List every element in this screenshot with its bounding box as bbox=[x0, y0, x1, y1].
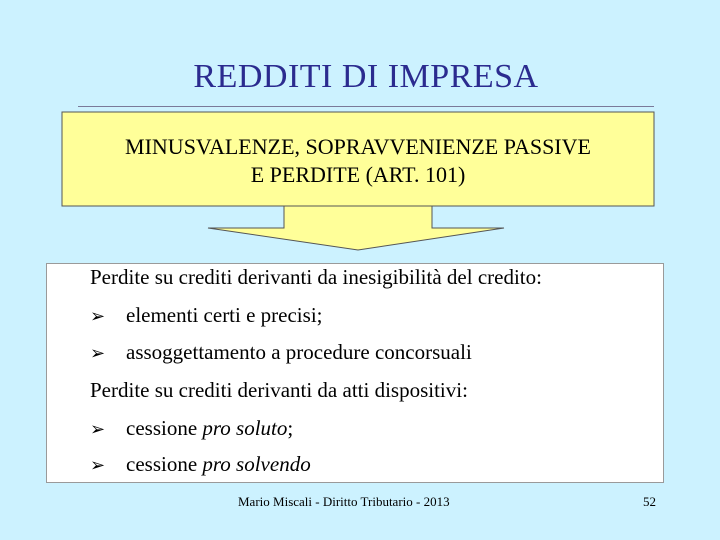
arrow-bullet-icon: ➢ bbox=[90, 455, 106, 476]
list-item-prefix: cessione bbox=[126, 416, 203, 440]
list-item bbox=[90, 303, 323, 328]
list-item-italic: pro soluto bbox=[202, 416, 288, 440]
footer-text: Mario Miscali - Diritto Tributario - 2013 bbox=[238, 494, 450, 509]
callout-line-2: E PERDITE (ART. 101) bbox=[250, 162, 466, 187]
list-item bbox=[90, 452, 311, 477]
list-item-text: assoggettamento a procedure concorsuali bbox=[126, 340, 472, 364]
list-item-italic: pro solvendo bbox=[202, 452, 311, 476]
callout-line-1: MINUSVALENZE, SOPRAVVENIENZE PASSIVE bbox=[125, 134, 591, 159]
list-item-suffix: ; bbox=[287, 416, 294, 440]
heading-atti-dispositivi: Perdite su crediti derivanti da atti dispositivi: bbox=[90, 378, 468, 402]
slide-title: REDDITI DI IMPRESA bbox=[193, 58, 539, 95]
heading-inesigibilita: Perdite su crediti derivanti da inesigibilità del credito: bbox=[90, 265, 542, 289]
list-item bbox=[90, 340, 472, 365]
page-number: 52 bbox=[643, 494, 656, 509]
list-item bbox=[90, 416, 293, 441]
arrow-bullet-icon: ➢ bbox=[90, 343, 106, 364]
list-item-text: elementi certi e precisi; bbox=[126, 303, 323, 327]
arrow-bullet-icon: ➢ bbox=[90, 306, 106, 327]
content-box bbox=[46, 263, 664, 483]
arrow-bullet-icon: ➢ bbox=[90, 419, 106, 440]
callout-text bbox=[62, 133, 654, 189]
list-item-prefix: cessione bbox=[126, 452, 203, 476]
